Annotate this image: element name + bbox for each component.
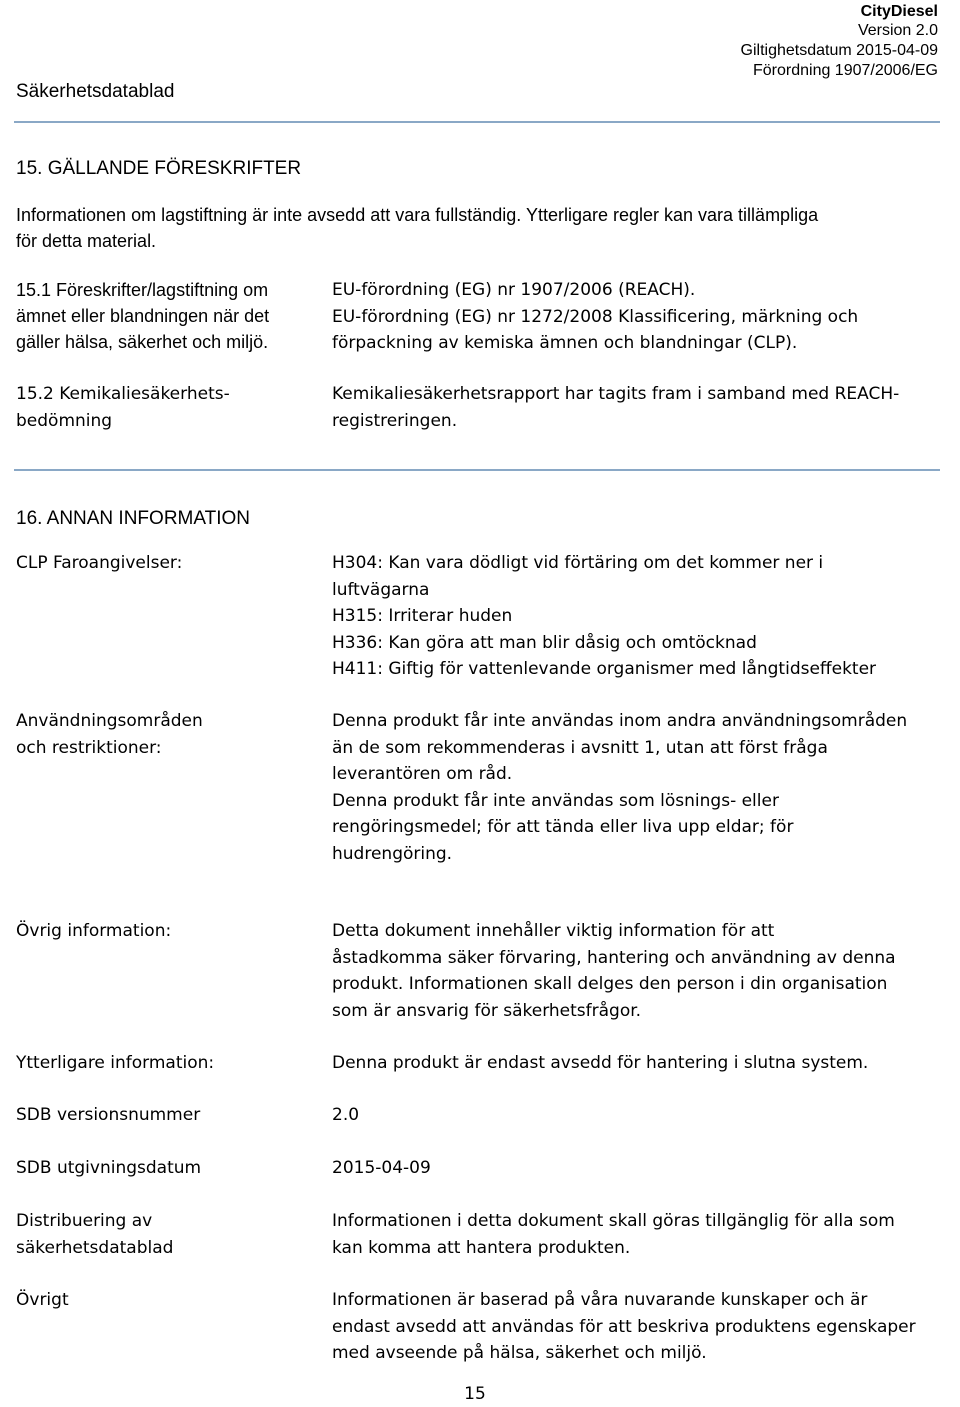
value-line: Informationen är baserad på våra nuvarande kunskaper och är	[332, 1290, 868, 1310]
value-line: hudrengöring.	[332, 843, 453, 864]
regulation-label: Förordning 1907/2006/EG	[752, 62, 938, 79]
sds-issue-date-value	[332, 1155, 942, 1182]
label-line: Användningsområden	[16, 711, 203, 731]
label-line: bedömning	[16, 410, 113, 431]
validity-date: Giltighetsdatum 2015-04-09	[740, 42, 938, 59]
label-line: Övrig information:	[16, 921, 172, 941]
section-16-heading: 16. ANNAN INFORMATION	[16, 508, 251, 529]
usage-restrictions-label	[16, 708, 321, 761]
document-title: Säkerhetsdatablad	[16, 81, 175, 102]
further-information-value	[332, 1050, 942, 1077]
regulations-value	[332, 277, 942, 357]
distribution-value	[332, 1208, 942, 1261]
value-line: Denna produkt är endast avsedd för hantering i slutna system.	[332, 1053, 869, 1073]
other-information-value	[332, 918, 942, 1024]
value-line: EU-förordning (EG) nr 1272/2008 Klassificering, märkning och	[332, 306, 859, 327]
other-information-label	[16, 918, 321, 945]
hazard-statement: H315: Irriterar huden	[332, 606, 513, 626]
hazard-statement: H336: Kan göra att man blir dåsig och omtöcknad	[332, 632, 757, 653]
version-label: Version 2.0	[857, 22, 938, 39]
header-divider	[14, 121, 940, 123]
label-line: 15.1 Föreskrifter/lagstiftning om	[16, 280, 269, 300]
sds-version-label	[16, 1102, 321, 1129]
value-line: Detta dokument innehåller viktig information för att	[332, 921, 775, 941]
hazard-statement: H411: Giftig för vattenlevande organismer med långtidseffekter	[332, 659, 877, 679]
regulations-label	[16, 277, 316, 355]
section-divider	[14, 469, 940, 471]
section-15-intro	[16, 202, 936, 254]
page-number: 15	[464, 1384, 486, 1404]
value-line: 2015-04-09	[332, 1158, 431, 1178]
value-line: Denna produkt får inte användas inom andra användningsområden	[332, 711, 908, 731]
label-line: SDB utgivningsdatum	[16, 1158, 202, 1178]
label-line: Distribuering av	[16, 1211, 153, 1231]
label-line: Ytterligare information:	[16, 1053, 215, 1073]
label-line: ämnet eller blandningen när det	[16, 306, 270, 326]
chemical-safety-assessment-value	[332, 381, 942, 434]
misc-value	[332, 1287, 942, 1367]
value-line: produkt. Informationen skall delges den person i din organisation	[332, 974, 888, 994]
clp-hazard-label	[16, 550, 321, 577]
clp-hazard-statements	[332, 550, 942, 683]
product-name: CityDiesel	[860, 3, 938, 20]
value-line: förpackning av kemiska ämnen och blandningar (CLP).	[332, 333, 798, 353]
value-line: EU-förordning (EG) nr 1907/2006 (REACH).	[332, 280, 696, 300]
label-line: Övrigt	[16, 1290, 69, 1310]
value-line: Informationen i detta dokument skall göras tillgänglig för alla som	[332, 1211, 895, 1231]
intro-line: Informationen om lagstiftning är inte avsedd att vara fullständig. Ytterligare regler kan vara tillämpliga	[16, 205, 819, 225]
value-line: Denna produkt får inte användas som lösnings- eller	[332, 790, 779, 811]
label-line: gäller hälsa, säkerhet och miljö.	[16, 332, 269, 352]
value-line: med avseende på hälsa, säkerhet och miljö.	[332, 1343, 707, 1363]
sds-issue-date-label	[16, 1155, 321, 1182]
chemical-safety-assessment-label	[16, 381, 321, 434]
value-line: Kemikaliesäkerhetsrapport har tagits fram i samband med REACH-	[332, 384, 900, 404]
misc-label	[16, 1287, 321, 1314]
hazard-statement: H304: Kan vara dödligt vid förtäring om det kommer ner i	[332, 553, 824, 573]
hazard-statement: luftvägarna	[332, 579, 430, 600]
label-line: säkerhetsdatablad	[16, 1237, 174, 1258]
value-line: som är ansvarig för säkerhetsfrågor.	[332, 1000, 642, 1021]
value-line: registreringen.	[332, 410, 458, 431]
sds-version-value	[332, 1102, 942, 1129]
distribution-label	[16, 1208, 321, 1261]
section-15-heading: 15. GÄLLANDE FÖRESKRIFTER	[16, 158, 302, 179]
value-line: endast avsedd att användas för att beskriva produktens egenskaper	[332, 1316, 916, 1337]
value-line: åstadkomma säker förvaring, hantering och användning av denna	[332, 947, 896, 968]
value-line: rengöringsmedel; för att tända eller liva upp eldar; för	[332, 817, 794, 837]
value-line: kan komma att hantera produkten.	[332, 1237, 631, 1258]
label-line: CLP Faroangivelser:	[16, 553, 183, 573]
further-information-label	[16, 1050, 321, 1077]
value-line: leverantören om råd.	[332, 764, 513, 784]
value-line: 2.0	[332, 1105, 360, 1125]
label-line: 15.2 Kemikaliesäkerhets-	[16, 384, 230, 404]
label-line: och restriktioner:	[16, 737, 162, 758]
intro-line: för detta material.	[16, 231, 157, 251]
label-line: SDB versionsnummer	[16, 1105, 201, 1125]
value-line: än de som rekommenderas i avsnitt 1, utan att först fråga	[332, 737, 828, 758]
usage-restrictions-value	[332, 708, 942, 867]
